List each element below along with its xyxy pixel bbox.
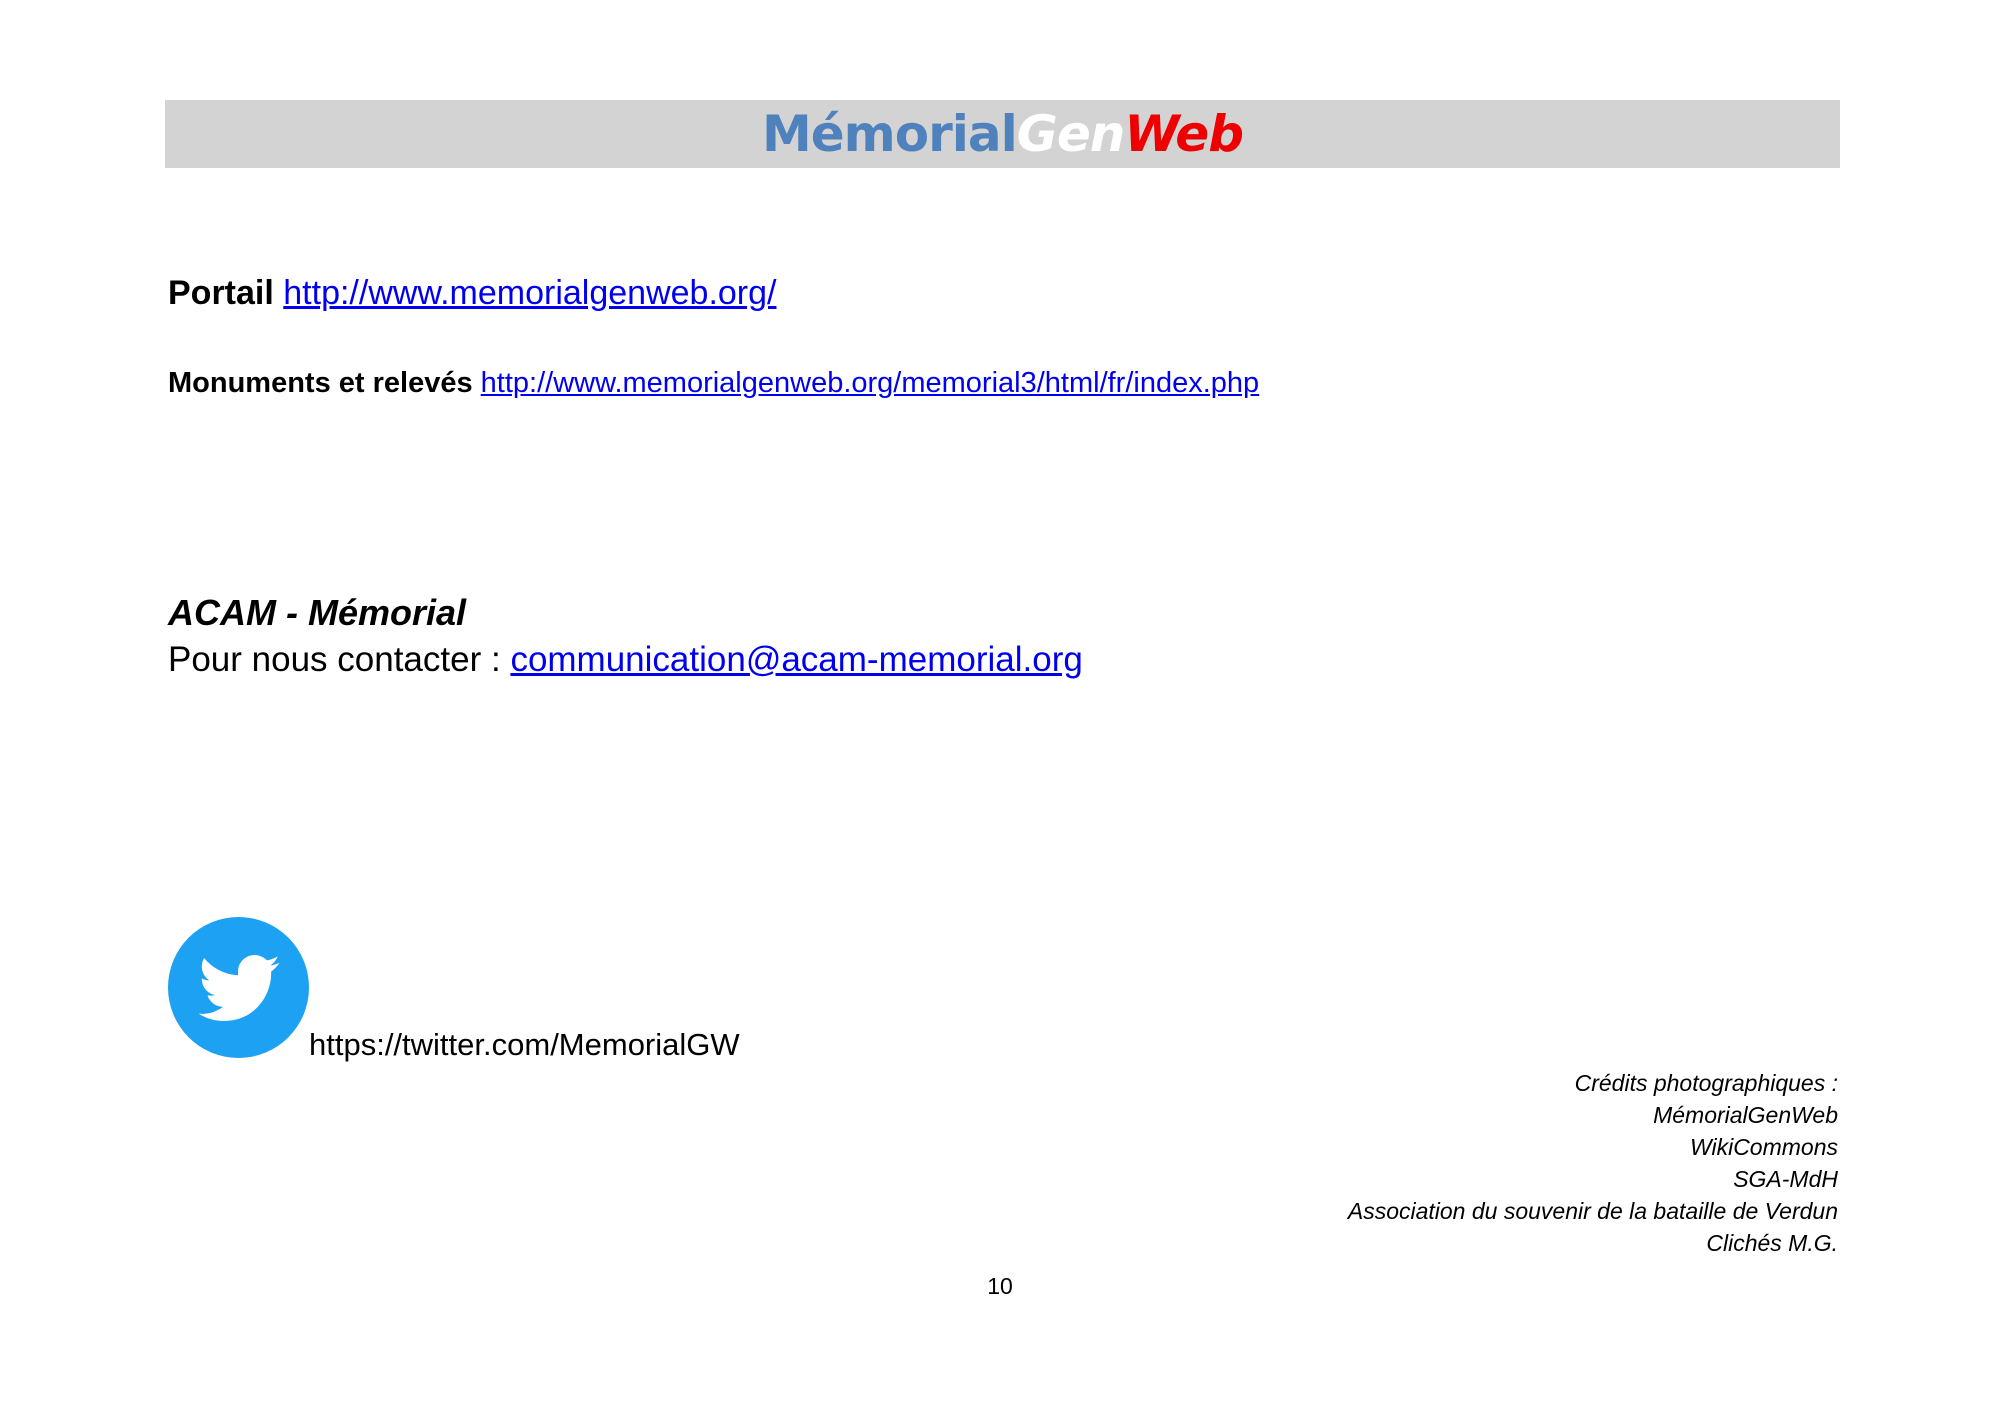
page-number: 10 bbox=[987, 1273, 1013, 1299]
monuments-label: Monuments et relevés bbox=[168, 367, 473, 399]
credits-line: WikiCommons bbox=[1689, 1134, 1838, 1160]
portal-label: Portail bbox=[168, 274, 274, 312]
credits-line: Clichés M.G. bbox=[1706, 1230, 1838, 1256]
credits-heading: Crédits photographiques : bbox=[1574, 1070, 1838, 1096]
title-memorial: Mémorial bbox=[762, 105, 1017, 163]
contact-label: Pour nous contacter : bbox=[168, 640, 501, 679]
monuments-line bbox=[168, 367, 1259, 400]
credits-line: Association du souvenir de la bataille de Verdun bbox=[1347, 1198, 1838, 1224]
twitter-bird-icon[interactable] bbox=[168, 917, 309, 1058]
photo-credits bbox=[1348, 1067, 1838, 1259]
credits-line: SGA-MdH bbox=[1733, 1166, 1838, 1192]
site-title bbox=[762, 100, 1243, 168]
portal-line bbox=[168, 274, 776, 313]
acam-heading: ACAM - Mémorial bbox=[168, 592, 467, 633]
title-gen: Gen bbox=[1016, 105, 1125, 163]
contact-email-link[interactable]: communication@acam-memorial.org bbox=[510, 640, 1083, 679]
title-web: Web bbox=[1124, 105, 1243, 163]
portal-link[interactable]: http://www.memorialgenweb.org/ bbox=[283, 274, 777, 312]
twitter-url[interactable]: https://twitter.com/MemorialGW bbox=[309, 1027, 740, 1062]
credits-line: MémorialGenWeb bbox=[1653, 1102, 1838, 1128]
monuments-link[interactable]: http://www.memorialgenweb.org/memorial3/html/fr/index.php bbox=[480, 367, 1260, 399]
contact-line bbox=[168, 640, 1083, 680]
title-banner bbox=[165, 100, 1840, 168]
twitter-bird-glyph bbox=[198, 955, 280, 1021]
